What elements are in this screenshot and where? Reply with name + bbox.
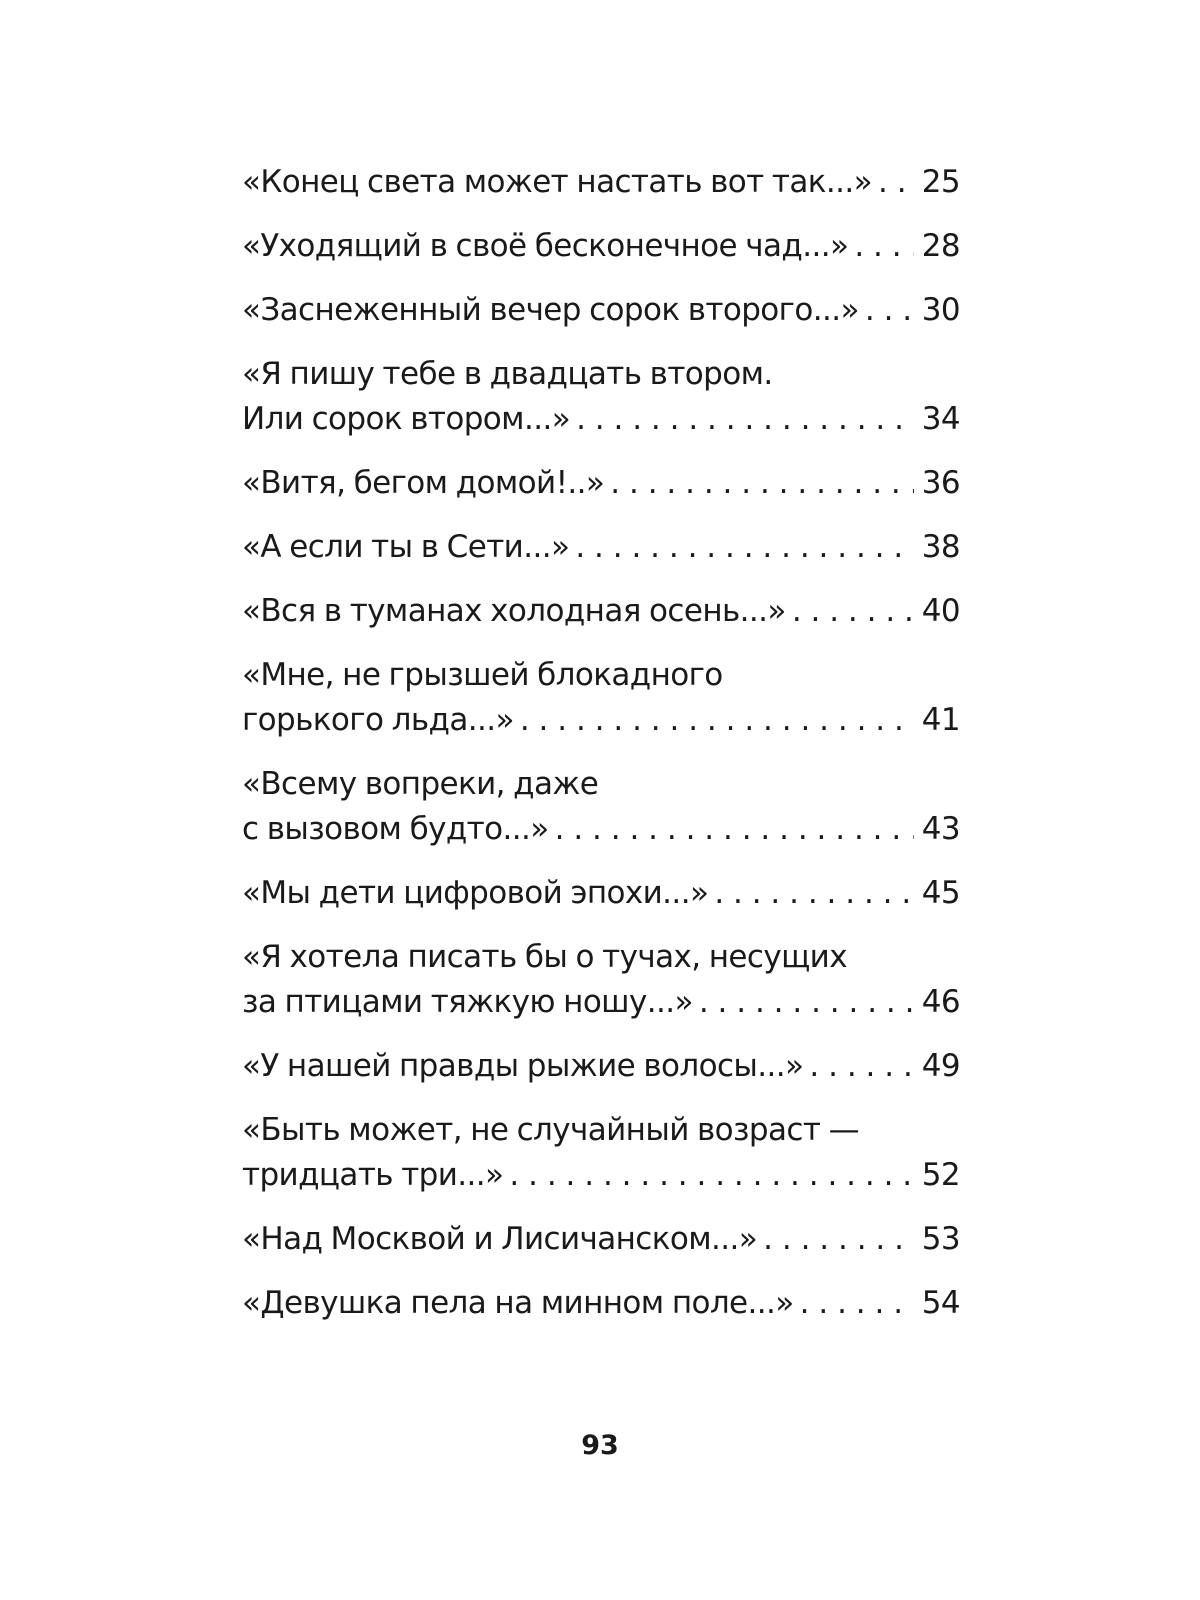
dot-leader xyxy=(576,397,914,442)
toc-entry-line xyxy=(242,935,960,980)
dot-leader xyxy=(763,1217,914,1262)
toc-entry-title: «Конец света может настать вот так...» xyxy=(242,164,872,200)
toc-entry-title: «Девушка пела на минном поле...» xyxy=(242,1285,794,1321)
dot-leader xyxy=(714,871,913,916)
toc-entry-line xyxy=(242,980,960,1025)
toc-entry-title: «Я хотела писать бы о тучах, несущих xyxy=(242,939,847,975)
toc-entry-title: с вызовом будто...» xyxy=(242,811,549,847)
toc-entry xyxy=(242,288,960,333)
toc-entry-title: горького льда...» xyxy=(242,702,514,738)
toc-entry-line xyxy=(242,224,960,269)
toc-entry-line xyxy=(242,160,960,205)
toc-entry-page: 54 xyxy=(921,1285,960,1321)
toc-entry-line xyxy=(242,589,960,634)
toc-entry-title: «Быть может, не случайный возраст — xyxy=(242,1112,859,1148)
toc-entry-page: 53 xyxy=(921,1221,960,1257)
toc-entry-title: «Уходящий в своё бесконечное чад...» xyxy=(242,228,849,264)
toc-entry-title: «У нашей правды рыжие волосы...» xyxy=(242,1048,804,1084)
toc-entry-page: 34 xyxy=(921,401,960,437)
toc-entry xyxy=(242,1044,960,1089)
dot-leader xyxy=(800,1281,914,1326)
toc-entry xyxy=(242,461,960,506)
toc-entry xyxy=(242,1217,960,1262)
toc-entry-title: «Заснеженный вечер сорок второго...» xyxy=(242,292,859,328)
toc-entry-line xyxy=(242,807,960,852)
toc-entry-title: «Витя, бегом домой!..» xyxy=(242,465,605,501)
toc-entry xyxy=(242,935,960,1025)
toc-entry-line xyxy=(242,1044,960,1089)
toc-entry xyxy=(242,1281,960,1326)
toc-entry-title: «А если ты в Сети...» xyxy=(242,529,570,565)
toc-entry-line xyxy=(242,1281,960,1326)
toc-entry-page: 43 xyxy=(921,811,960,847)
toc-entry-line xyxy=(242,871,960,916)
toc-entry-title: «Над Москвой и Лисичанском...» xyxy=(242,1221,758,1257)
toc-entry-line xyxy=(242,1153,960,1198)
toc-entry-line xyxy=(242,352,960,397)
toc-entry-title: тридцать три...» xyxy=(242,1157,504,1193)
toc-entry-title: «Всему вопреки, даже xyxy=(242,766,599,802)
dot-leader xyxy=(878,160,914,205)
toc-entry-line xyxy=(242,653,960,698)
toc-entry xyxy=(242,871,960,916)
toc-entry-line xyxy=(242,1108,960,1153)
toc-entry-title: Или сорок втором...» xyxy=(242,401,571,437)
page-number: 93 xyxy=(581,1430,619,1461)
toc-entry-page: 45 xyxy=(921,875,960,911)
table-of-contents xyxy=(242,160,960,1345)
toc-entry-title: «Я пишу тебе в двадцать втором. xyxy=(242,356,773,392)
toc-entry-line xyxy=(242,762,960,807)
dot-leader xyxy=(865,288,914,333)
toc-entry-page: 25 xyxy=(921,164,960,200)
toc-entry-line xyxy=(242,288,960,333)
toc-entry-title: «Вся в туманах холодная осень...» xyxy=(242,593,786,629)
dot-leader xyxy=(809,1044,913,1089)
toc-entry-page: 52 xyxy=(921,1157,960,1193)
toc-entry xyxy=(242,352,960,442)
toc-entry-page: 38 xyxy=(921,529,960,565)
toc-entry xyxy=(242,653,960,743)
toc-entry-line xyxy=(242,397,960,442)
toc-entry-page: 49 xyxy=(921,1048,960,1084)
dot-leader xyxy=(699,980,914,1025)
toc-entry-page: 41 xyxy=(921,702,960,738)
toc-entry-line xyxy=(242,698,960,743)
dot-leader xyxy=(854,224,913,269)
dot-leader xyxy=(792,589,914,634)
toc-entry xyxy=(242,224,960,269)
dot-leader xyxy=(555,807,914,852)
toc-entry-line xyxy=(242,525,960,570)
toc-entry xyxy=(242,525,960,570)
dot-leader xyxy=(610,461,913,506)
dot-leader xyxy=(520,698,914,743)
toc-entry-page: 36 xyxy=(921,465,960,501)
dot-leader xyxy=(509,1153,913,1198)
toc-entry xyxy=(242,160,960,205)
toc-entry-page: 30 xyxy=(921,292,960,328)
toc-entry-page: 46 xyxy=(921,984,960,1020)
toc-entry xyxy=(242,589,960,634)
toc-entry-title: «Мы дети цифровой эпохи...» xyxy=(242,875,709,911)
toc-entry-page: 28 xyxy=(921,228,960,264)
toc-entry-line xyxy=(242,461,960,506)
toc-entry-page: 40 xyxy=(921,593,960,629)
toc-entry-title: за птицами тяжкую ношу...» xyxy=(242,984,693,1020)
toc-entry xyxy=(242,1108,960,1198)
toc-entry-line xyxy=(242,1217,960,1262)
toc-entry-title: «Мне, не грызшей блокадного xyxy=(242,657,723,693)
toc-entry xyxy=(242,762,960,852)
dot-leader xyxy=(575,525,913,570)
